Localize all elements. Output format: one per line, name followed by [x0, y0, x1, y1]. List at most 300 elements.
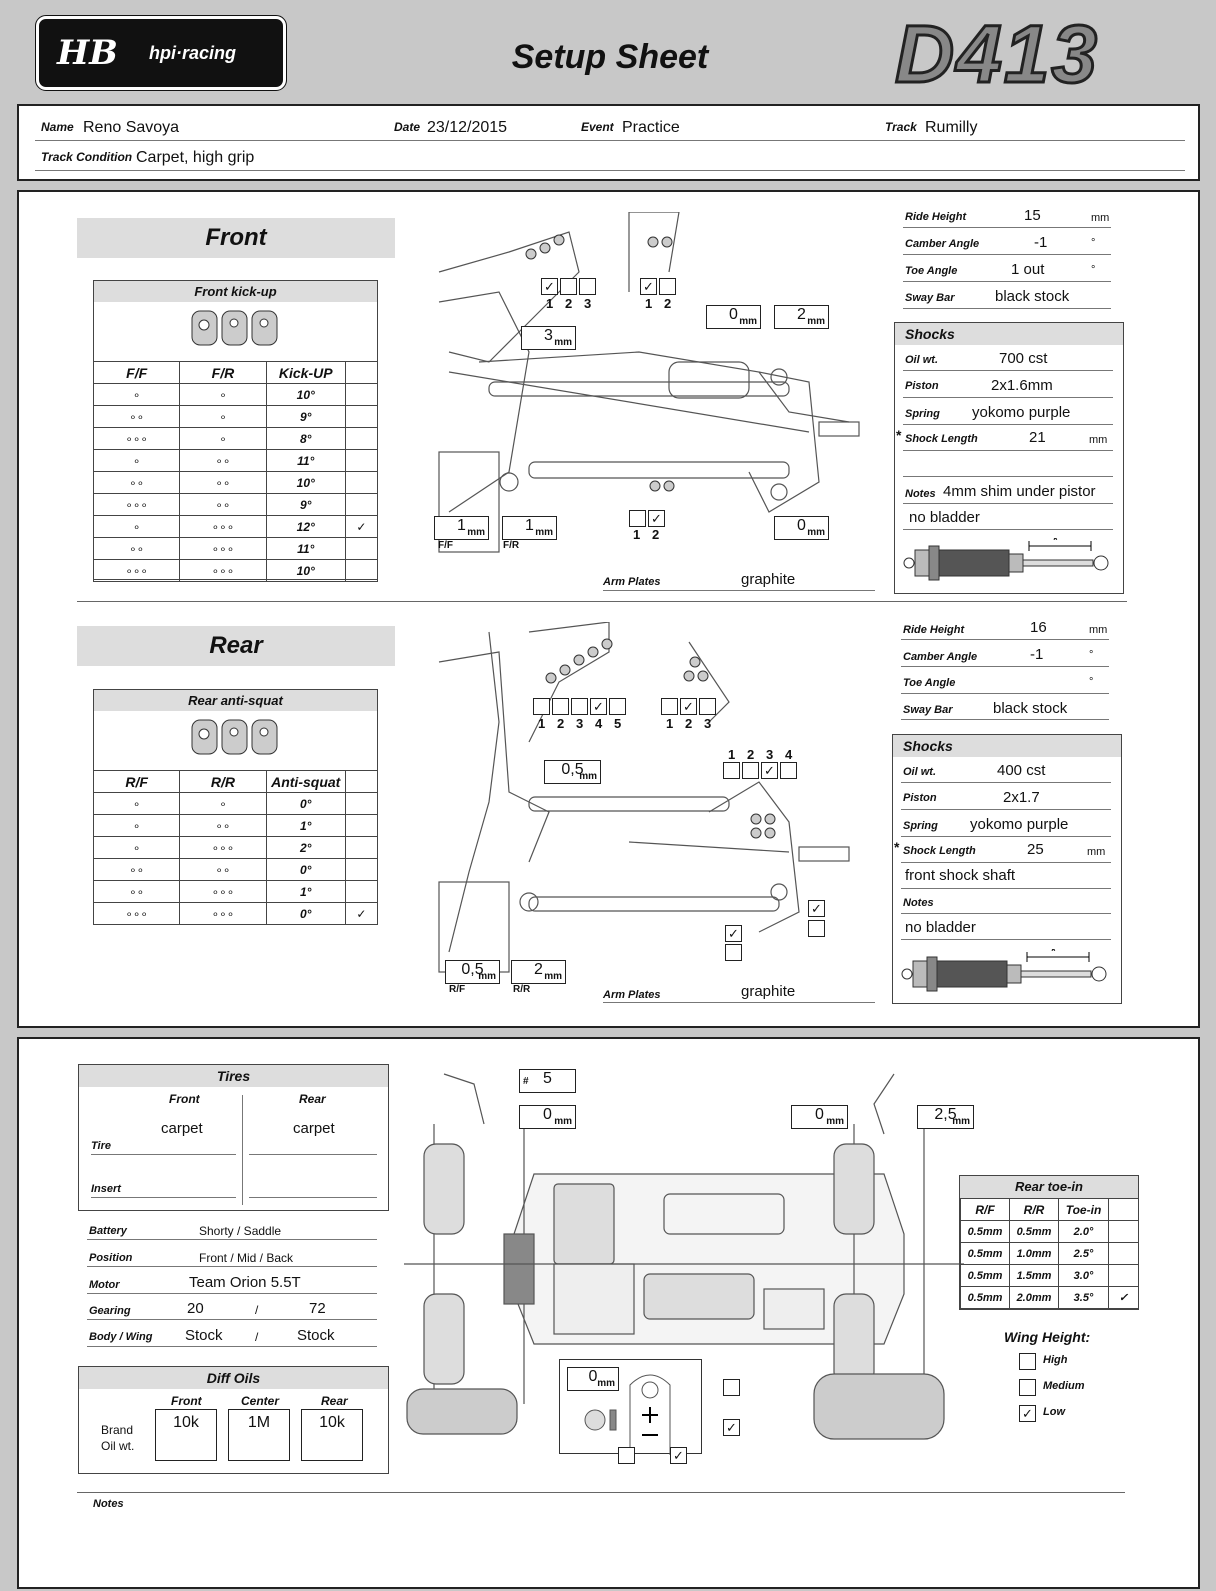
- row-checkmark[interactable]: ✓: [345, 903, 377, 925]
- brand-name: hpi·racing: [149, 43, 237, 63]
- tires-rear-label: Rear: [299, 1092, 326, 1106]
- pos-num: 1: [538, 716, 546, 731]
- unit: mm: [535, 527, 553, 538]
- toein-row: [961, 1265, 1139, 1287]
- wing-medium-label: Medium: [1043, 1380, 1085, 1392]
- tires-front-label: Front: [169, 1092, 200, 1106]
- rear-outer-pos-1-checkbox[interactable]: ✓: [808, 900, 825, 917]
- front-ride-label: Ride Height: [905, 211, 967, 223]
- rear-upper-pos-1-checkbox[interactable]: [533, 698, 550, 715]
- pos-num: 4: [595, 716, 603, 731]
- front-shocks-title: Shocks: [895, 323, 1123, 345]
- col-antisquat: Anti-squat: [266, 771, 345, 793]
- rear-upper-pos-3-checkbox[interactable]: [571, 698, 588, 715]
- front-shock-icon: [903, 538, 1117, 588]
- kickup-row: [94, 384, 378, 406]
- row-checkmark[interactable]: [345, 881, 377, 903]
- kickup-row: [94, 538, 378, 560]
- row-checkmark[interactable]: [345, 815, 377, 837]
- kickup-row: [94, 560, 378, 582]
- unit: mm: [554, 337, 572, 348]
- unit: mm: [467, 527, 485, 538]
- motor-value[interactable]: Team Orion 5.5T: [189, 1274, 301, 1291]
- brand-label: Brand: [101, 1423, 134, 1437]
- steering-minus-checkbox[interactable]: ✓: [723, 1419, 740, 1436]
- steering-plus-checkbox[interactable]: [723, 1379, 740, 1396]
- fr-label: F/R: [503, 540, 520, 551]
- steering-left-checkbox[interactable]: [618, 1447, 635, 1464]
- table-cell: 8°: [266, 428, 345, 450]
- asterisk-icon: *: [896, 427, 902, 443]
- table-cell: 1.5mm: [1010, 1265, 1059, 1287]
- col-rf: R/F: [94, 771, 180, 793]
- rear-camber-label: Camber Angle: [903, 651, 978, 663]
- front-toe-value[interactable]: 1 out: [1011, 261, 1045, 278]
- front-upper-pos-3-checkbox[interactable]: [579, 278, 596, 295]
- row-checkmark[interactable]: [345, 384, 377, 406]
- front-notes-label: Notes: [905, 488, 936, 500]
- front-lower-pos-1-checkbox[interactable]: [629, 510, 646, 527]
- brand-logo: [36, 16, 286, 90]
- rear-shocks-box: [892, 734, 1122, 1004]
- rear-length-unit: mm: [1087, 846, 1106, 858]
- body-wing-label: Body / Wing: [89, 1331, 153, 1343]
- table-cell: 2.0°: [1059, 1221, 1109, 1243]
- track-value[interactable]: Rumilly: [925, 119, 978, 136]
- steering-offset-box[interactable]: [567, 1367, 619, 1391]
- front-lower-pos-2-checkbox[interactable]: ✓: [648, 510, 665, 527]
- wing-value[interactable]: Stock: [297, 1327, 335, 1344]
- front-length-label: Shock Length: [905, 433, 978, 445]
- front-length-value[interactable]: 21: [1029, 429, 1046, 446]
- name-label: Name: [41, 120, 74, 134]
- kickup-row: [94, 428, 378, 450]
- antisquat-row: [94, 903, 378, 925]
- slash: /: [255, 1303, 259, 1317]
- rear-shocks-title: Shocks: [893, 735, 1121, 757]
- rear-oil-label: Oil wt.: [903, 766, 936, 778]
- row-checkmark[interactable]: [1109, 1221, 1139, 1243]
- table-cell: ∘: [94, 815, 180, 837]
- kickup-plates-icon: [190, 309, 280, 349]
- row-checkmark[interactable]: [345, 406, 377, 428]
- name-value[interactable]: Reno Savoya: [83, 119, 180, 136]
- diff-center-value: 1M: [247, 1414, 271, 1431]
- gearing-label: Gearing: [89, 1305, 131, 1317]
- box-val: 2: [534, 961, 543, 978]
- front-fr-box[interactable]: [502, 516, 557, 540]
- front-piston-value[interactable]: 2x1.6mm: [991, 377, 1053, 394]
- row-checkmark[interactable]: [345, 837, 377, 859]
- front-oil-label: Oil wt.: [905, 354, 938, 366]
- front-oil-value[interactable]: 700 cst: [999, 350, 1048, 367]
- track-label: Track: [885, 120, 917, 134]
- rear-section-title: Rear: [77, 626, 395, 666]
- rear-bump-box[interactable]: [917, 1105, 974, 1129]
- front-sway-value[interactable]: black stock: [995, 288, 1070, 305]
- wing-high-label: High: [1043, 1354, 1068, 1366]
- antisquat-row: [94, 815, 378, 837]
- table-cell: 2.0mm: [1010, 1287, 1059, 1309]
- box-val: 0: [815, 1106, 824, 1123]
- rear-rr-box[interactable]: [511, 960, 566, 984]
- table-cell: ∘: [94, 450, 180, 472]
- table-cell: 2°: [266, 837, 345, 859]
- diff-center-box[interactable]: [228, 1409, 290, 1461]
- rear-rf-box[interactable]: [445, 960, 500, 984]
- front-upper-pos-1-checkbox[interactable]: ✓: [541, 278, 558, 295]
- table-cell: 0.5mm: [961, 1221, 1010, 1243]
- rear-upper-pos-4-checkbox[interactable]: ✓: [590, 698, 607, 715]
- rear-arm-plates-label: Arm Plates: [603, 989, 661, 1001]
- front-ride-unit: mm: [1091, 212, 1110, 224]
- suspension-panel: [17, 190, 1200, 1028]
- front-arm-plates-value[interactable]: graphite: [741, 571, 796, 588]
- col-rr: R/R: [1010, 1199, 1059, 1221]
- table-cell: ∘∘∘: [180, 560, 266, 582]
- col-toein: Toe-in: [1059, 1199, 1109, 1221]
- rear-camber-value[interactable]: -1: [1030, 646, 1044, 663]
- table-cell: ∘: [180, 384, 266, 406]
- box-val: 5: [543, 1070, 552, 1087]
- kickup-row: [94, 406, 378, 428]
- rear-oil-value[interactable]: 400 cst: [997, 762, 1046, 779]
- table-cell: ∘∘: [180, 494, 266, 516]
- box-val: 3: [544, 327, 553, 344]
- box-val: 2: [797, 306, 806, 323]
- front-camber-unit: °: [1091, 237, 1096, 249]
- diff-front-label: Front: [171, 1394, 202, 1408]
- table-cell: ∘: [180, 793, 266, 815]
- unit: mm: [739, 316, 757, 327]
- toein-row: [961, 1287, 1139, 1309]
- table-cell: ∘∘: [94, 406, 180, 428]
- table-cell: ∘∘∘: [94, 560, 180, 582]
- front-toe-label: Toe Angle: [905, 265, 958, 277]
- position-value[interactable]: Front / Mid / Back: [199, 1251, 294, 1265]
- front-notes-2[interactable]: no bladder: [909, 509, 980, 526]
- rear-tower-pos-3-checkbox[interactable]: [699, 698, 716, 715]
- toein-row: [961, 1221, 1139, 1243]
- diff-rear-box[interactable]: [301, 1409, 363, 1461]
- rear-hub-pos-3-checkbox[interactable]: ✓: [761, 762, 778, 779]
- rear-ride-unit: mm: [1089, 624, 1108, 636]
- pos-num: 1: [728, 747, 736, 762]
- model-logo: D413: [895, 9, 1100, 100]
- unit: mm: [826, 1116, 844, 1127]
- table-cell: 0.5mm: [961, 1243, 1010, 1265]
- box-val: 1: [525, 517, 534, 534]
- pos-num: 2: [685, 716, 693, 731]
- tires-box: [78, 1064, 389, 1211]
- rear-hub-pos-4-checkbox[interactable]: [780, 762, 797, 779]
- general-notes-label: Notes: [93, 1498, 124, 1510]
- rear-sway-label: Sway Bar: [903, 704, 953, 716]
- row-checkmark[interactable]: [345, 793, 377, 815]
- rear-outer-pos-2-checkbox[interactable]: [808, 920, 825, 937]
- rear-inner-pos-1-checkbox[interactable]: [725, 944, 742, 961]
- rear-toe-unit: °: [1089, 676, 1094, 688]
- table-cell: 11°: [266, 450, 345, 472]
- tire-rear-value[interactable]: carpet: [293, 1120, 335, 1137]
- rear-hub-pos-2-checkbox[interactable]: [742, 762, 759, 779]
- table-cell: ∘∘: [180, 472, 266, 494]
- general-panel: [17, 1037, 1200, 1589]
- pinion-value[interactable]: 20: [187, 1300, 204, 1317]
- front-ff-box[interactable]: [434, 516, 489, 540]
- rear-shim-box[interactable]: [544, 760, 601, 784]
- kickup-row: [94, 516, 378, 538]
- track-condition-value[interactable]: Carpet, high grip: [136, 149, 255, 166]
- unit: mm: [597, 1378, 615, 1389]
- front-length-unit: mm: [1089, 434, 1108, 446]
- event-value[interactable]: Practice: [622, 119, 680, 136]
- rear-tower-pos-1-checkbox[interactable]: [661, 698, 678, 715]
- front-shim-box[interactable]: [521, 326, 576, 350]
- body-value[interactable]: Stock: [185, 1327, 223, 1344]
- diff-front-box[interactable]: [155, 1409, 217, 1461]
- table-cell: 11°: [266, 538, 345, 560]
- unit: mm: [952, 1116, 970, 1127]
- rear-length-value[interactable]: 25: [1027, 841, 1044, 858]
- box-val: 0: [588, 1368, 598, 1385]
- row-checkmark[interactable]: [345, 472, 377, 494]
- front-spring-label: Spring: [905, 408, 940, 420]
- antisquat-row: [94, 859, 378, 881]
- table-cell: ∘: [94, 837, 180, 859]
- page-title: Setup Sheet: [511, 38, 709, 76]
- pos-num: 3: [576, 716, 584, 731]
- box-val: 0: [729, 306, 738, 323]
- pos-num: 3: [704, 716, 712, 731]
- pos-num: 1: [666, 716, 674, 731]
- row-checkmark[interactable]: [1109, 1243, 1139, 1265]
- rear-notes-label: Notes: [903, 897, 934, 909]
- table-cell: ∘∘: [94, 859, 180, 881]
- rear-ride-value[interactable]: 16: [1030, 619, 1047, 636]
- rear-toein-grid: [960, 1198, 1139, 1309]
- rear-arm-plates-value[interactable]: graphite: [741, 983, 796, 1000]
- table-cell: 10°: [266, 384, 345, 406]
- rear-notes-value[interactable]: no bladder: [905, 919, 976, 936]
- front-ride-value[interactable]: 15: [1024, 207, 1041, 224]
- rear-sway-value[interactable]: black stock: [993, 700, 1068, 717]
- front-kickup-title: Front kick-up: [94, 281, 377, 302]
- table-cell: 1°: [266, 815, 345, 837]
- slash: /: [255, 1330, 259, 1344]
- table-cell: ∘∘∘: [180, 881, 266, 903]
- unit: mm: [807, 527, 825, 538]
- rear-ride-label: Ride Height: [903, 624, 965, 636]
- insert-label: Insert: [91, 1183, 121, 1195]
- rear-tower-pos-2-checkbox[interactable]: ✓: [680, 698, 697, 715]
- diff-rear-label: Rear: [321, 1394, 348, 1408]
- row-checkmark[interactable]: [345, 538, 377, 560]
- front-tower-pos-2-checkbox[interactable]: [659, 278, 676, 295]
- front-shock-top-box[interactable]: [706, 305, 761, 329]
- table-cell: 9°: [266, 406, 345, 428]
- kickup-row: [94, 450, 378, 472]
- battery-label: Battery: [89, 1225, 127, 1237]
- table-cell: ∘: [180, 428, 266, 450]
- row-checkmark[interactable]: [345, 428, 377, 450]
- table-cell: ∘: [94, 793, 180, 815]
- table-cell: ∘∘: [180, 815, 266, 837]
- rear-spring-label: Spring: [903, 820, 938, 832]
- front-section-title: Front: [77, 218, 395, 258]
- table-cell: 2.5°: [1059, 1243, 1109, 1265]
- table-cell: ∘∘∘: [180, 516, 266, 538]
- wing-low-label: Low: [1043, 1406, 1065, 1418]
- pos-num: 3: [584, 296, 592, 311]
- unit: mm: [807, 316, 825, 327]
- wing-medium-checkbox[interactable]: [1019, 1379, 1036, 1396]
- box-val: 0: [543, 1106, 552, 1123]
- row-checkmark[interactable]: [1109, 1265, 1139, 1287]
- event-label: Event: [581, 120, 614, 134]
- box-val: 2,5: [934, 1106, 957, 1123]
- steering-right-checkbox[interactable]: ✓: [670, 1447, 687, 1464]
- table-cell: ∘∘∘: [94, 903, 180, 925]
- table-cell: ∘∘∘: [180, 903, 266, 925]
- rear-upper-pos-5-checkbox[interactable]: [609, 698, 626, 715]
- rr-label: R/R: [513, 984, 531, 995]
- diff-oils-box: [78, 1366, 389, 1474]
- position-label: Position: [89, 1252, 133, 1264]
- front-toe-unit: °: [1091, 264, 1096, 276]
- pos-num: 1: [546, 296, 554, 311]
- wing-high-checkbox[interactable]: [1019, 1353, 1036, 1370]
- front-tower-pos-1-checkbox[interactable]: ✓: [640, 278, 657, 295]
- row-checkmark[interactable]: [345, 560, 377, 582]
- mid-bump-box[interactable]: [791, 1105, 848, 1129]
- pos-num: 3: [766, 747, 774, 762]
- row-checkmark[interactable]: [345, 859, 377, 881]
- svg-text:*: *: [1053, 538, 1058, 547]
- wing-height-title: Wing Height:: [1004, 1329, 1091, 1345]
- diff-oils-title: Diff Oils: [79, 1367, 388, 1389]
- box-val: 0: [797, 517, 806, 534]
- table-cell: 10°: [266, 472, 345, 494]
- oilwt-label: Oil wt.: [101, 1439, 135, 1453]
- track-condition-label: Track Condition: [41, 150, 133, 164]
- front-shocks-box: [894, 322, 1124, 594]
- rear-camber-unit: °: [1089, 649, 1094, 661]
- tire-front-value[interactable]: carpet: [161, 1120, 203, 1137]
- table-cell: 9°: [266, 494, 345, 516]
- pos-num: 1: [645, 296, 653, 311]
- col-rr: R/R: [180, 771, 266, 793]
- rear-spring-value[interactable]: yokomo purple: [970, 816, 1069, 833]
- rf-label: R/F: [449, 984, 466, 995]
- rear-inner-pos-2-checkbox[interactable]: ✓: [725, 925, 742, 942]
- table-cell: ∘∘∘: [180, 837, 266, 859]
- rear-shock-extra[interactable]: front shock shaft: [905, 867, 1016, 884]
- unit: mm: [579, 771, 597, 782]
- antisquat-row: [94, 793, 378, 815]
- hb-logo-icon: HB: [57, 33, 118, 73]
- front-hub-top-box[interactable]: [774, 305, 829, 329]
- svg-text:*: *: [1051, 949, 1056, 958]
- pinion-hash-box[interactable]: [519, 1069, 576, 1093]
- front-hub-bottom-box[interactable]: [774, 516, 829, 540]
- table-cell: ∘∘: [94, 472, 180, 494]
- row-checkmark[interactable]: ✓: [1109, 1287, 1139, 1309]
- table-cell: 0°: [266, 903, 345, 925]
- table-cell: 0.5mm: [961, 1287, 1010, 1309]
- table-cell: 12°: [266, 516, 345, 538]
- rear-piston-value[interactable]: 2x1.7: [1003, 789, 1040, 806]
- rear-toein-title: Rear toe-in: [960, 1176, 1138, 1198]
- front-spring-value[interactable]: yokomo purple: [972, 404, 1071, 421]
- table-cell: ∘∘: [180, 859, 266, 881]
- info-panel: [17, 104, 1200, 181]
- row-checkmark[interactable]: ✓: [345, 516, 377, 538]
- kickup-row: [94, 472, 378, 494]
- table-cell: ∘∘: [180, 450, 266, 472]
- box-val: 1: [457, 517, 466, 534]
- front-kickup-grid: [93, 361, 378, 582]
- battery-value[interactable]: Shorty / Saddle: [199, 1224, 282, 1238]
- pos-num: 2: [557, 716, 565, 731]
- date-value[interactable]: 23/12/2015: [427, 119, 508, 136]
- antisquat-row: [94, 881, 378, 903]
- front-notes-1[interactable]: 4mm shim under pistor: [943, 483, 1096, 500]
- rear-upper-pos-2-checkbox[interactable]: [552, 698, 569, 715]
- date-label: Date: [394, 120, 421, 134]
- motor-label: Motor: [89, 1279, 120, 1291]
- table-cell: 3.0°: [1059, 1265, 1109, 1287]
- ff-label: F/F: [438, 540, 453, 551]
- diff-center-label: Center: [241, 1394, 280, 1408]
- front-kickup-table: [93, 280, 378, 580]
- wing-low-checkbox[interactable]: ✓: [1019, 1405, 1036, 1422]
- table-cell: 0.5mm: [1010, 1221, 1059, 1243]
- tires-title: Tires: [79, 1065, 388, 1087]
- box-val: 0,5: [461, 961, 484, 978]
- row-checkmark[interactable]: [345, 450, 377, 472]
- antisquat-row: [94, 837, 378, 859]
- pos-num: 2: [747, 747, 755, 762]
- front-arm-plates-label: Arm Plates: [603, 576, 661, 588]
- rear-toein-table: [959, 1175, 1139, 1310]
- table-cell: ∘: [94, 384, 180, 406]
- rear-hub-pos-1-checkbox[interactable]: [723, 762, 740, 779]
- table-cell: 0°: [266, 859, 345, 881]
- rear-suspension-diagram: [429, 622, 879, 1002]
- col-kickup: Kick-UP: [266, 362, 345, 384]
- unit: mm: [478, 971, 496, 982]
- diff-rear-value: 10k: [319, 1414, 345, 1431]
- kickup-row: [94, 494, 378, 516]
- row-checkmark[interactable]: [345, 494, 377, 516]
- spur-value[interactable]: 72: [309, 1300, 326, 1317]
- pos-num: 4: [785, 747, 793, 762]
- rear-length-label: Shock Length: [903, 845, 976, 857]
- pos-num: 1: [633, 527, 641, 542]
- rear-piston-label: Piston: [903, 792, 937, 804]
- toein-row: [961, 1243, 1139, 1265]
- col-ff: F/F: [94, 362, 180, 384]
- rear-antisquat-table: [93, 689, 378, 925]
- diff-front-value: 10k: [173, 1414, 199, 1431]
- unit: mm: [554, 1116, 572, 1127]
- front-bump-box[interactable]: [519, 1105, 576, 1129]
- table-cell: 1.0mm: [1010, 1243, 1059, 1265]
- pos-num: 2: [664, 296, 672, 311]
- front-camber-value[interactable]: -1: [1034, 234, 1048, 251]
- front-upper-pos-2-checkbox[interactable]: [560, 278, 577, 295]
